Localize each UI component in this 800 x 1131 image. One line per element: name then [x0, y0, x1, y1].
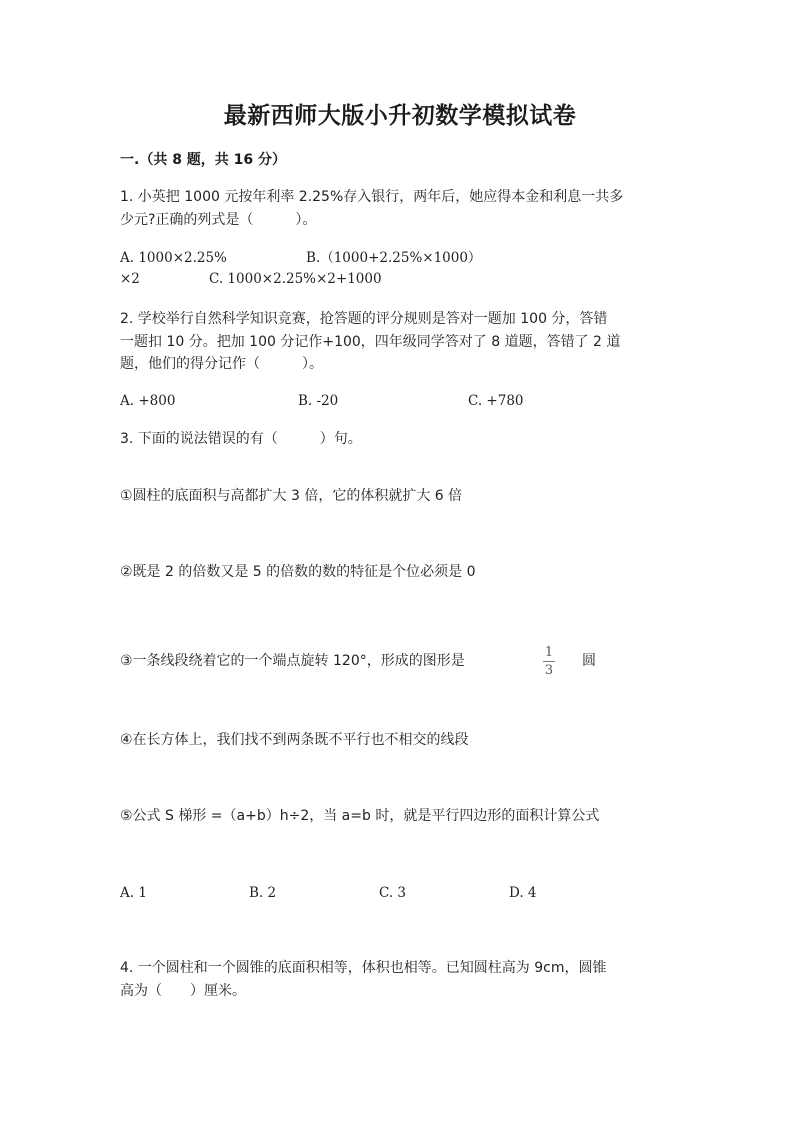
- section-header: 一.（共 8 题，共 16 分）: [120, 152, 287, 168]
- question-3-stem: 3. 下面的说法错误的有（ ）句。: [120, 431, 362, 447]
- statement-5: ⑤公式 S 梯形 =（a+b）h÷2，当 a=b 时，就是平行四边形的面积计算公式: [120, 808, 600, 824]
- question-1-option-b-continued: ×2: [120, 271, 140, 287]
- question-3-option-c: C. 3: [379, 885, 407, 901]
- fraction-one-third: [543, 645, 555, 678]
- statement-2: ②既是 2 的倍数又是 5 的倍数的数的特征是个位必须是 0: [120, 564, 476, 580]
- question-3-option-b: B. 2: [249, 885, 277, 901]
- question-2-line-3: 题，他们的得分记作（ ）。: [120, 356, 323, 372]
- question-3-option-d: D. 4: [509, 885, 537, 901]
- fraction-bar: [543, 661, 555, 662]
- question-4-line-2: 高为（ ）厘米。: [120, 983, 246, 999]
- question-2-option-b: B. -20: [298, 393, 339, 409]
- page-title: 最新西师大版小升初数学模拟试卷: [223, 103, 577, 129]
- question-1-option-b: B.（1000+2.25%×1000）: [306, 250, 482, 266]
- statement-4: ④在长方体上，我们找不到两条既不平行也不相交的线段: [120, 732, 469, 748]
- question-3-option-a: A. 1: [120, 885, 147, 901]
- question-1-option-c: C. 1000×2.25%×2+1000: [209, 271, 382, 287]
- question-2-option-a: A. +800: [120, 393, 176, 409]
- question-2-line-1: 2. 学校举行自然科学知识竞赛，抢答题的评分规则是答对一题加 100 分，答错: [120, 311, 608, 327]
- question-1-line-1: 1. 小英把 1000 元按年利率 2.25%存入银行，两年后，她应得本金和利息一共多: [120, 189, 624, 205]
- question-2-line-2: 一题扣 10 分。把加 100 分记作+100，四年级同学答对了 8 道题，答错了 2 道: [120, 334, 621, 350]
- question-1-line-2: 少元?正确的列式是（ ）。: [120, 212, 317, 228]
- question-1-option-a: A. 1000×2.25%: [120, 250, 227, 266]
- question-4-line-1: 4. 一个圆柱和一个圆锥的底面积相等，体积也相等。已知圆柱高为 9cm，圆锥: [120, 960, 607, 976]
- statement-3-suffix: 圆: [582, 653, 596, 669]
- statement-1: ①圆柱的底面积与高都扩大 3 倍，它的体积就扩大 6 倍: [120, 488, 463, 504]
- statement-3-text: ③一条线段绕着它的一个端点旋转 120°，形成的图形是: [120, 653, 465, 669]
- fraction-numerator: 1: [544, 645, 554, 660]
- question-2-option-c: C. +780: [468, 393, 524, 409]
- fraction-denominator: 3: [544, 663, 554, 678]
